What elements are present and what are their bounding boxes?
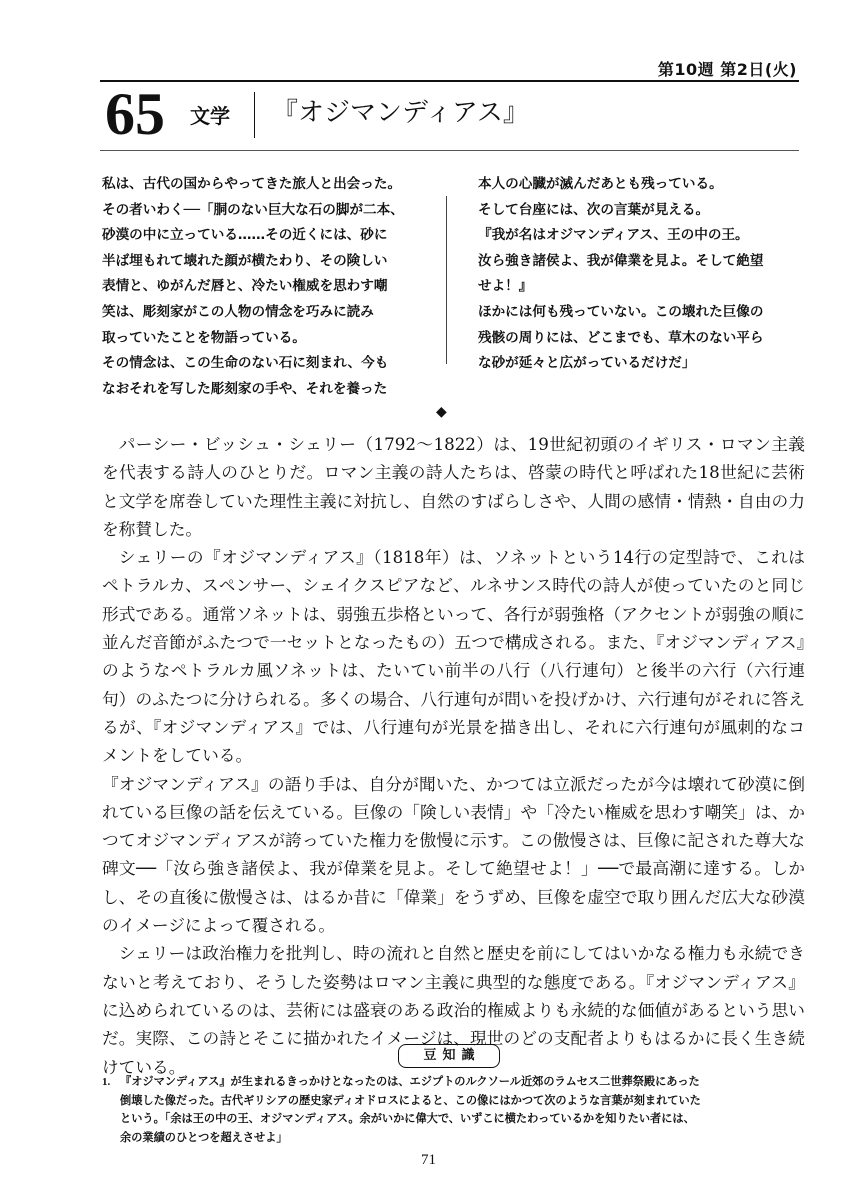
commentary-body (102, 430, 805, 1081)
poem-line: なおそれを写した彫刻家の手や、それを養った (102, 380, 388, 397)
poem-line: 汝ら強き諸侯よ、我が偉業を見よ。そして絶望 (478, 252, 764, 269)
poem-line: 砂漠の中に立っている……その近くには、砂に (102, 227, 388, 244)
poem-line: その情念は、この生命のない石に刻まれ、今も (102, 355, 389, 372)
footnote-line: 『オジマンディアス』が生まれるきっかけとなったのは、エジプトのルクソール近郊のラムセス二世葬祭殿にあった (120, 1075, 700, 1088)
footnote-line: という。「余は王の中の王、オジマンディアス。余がいかに偉大で、いずこに横たわっているかを知りたい者には、 (120, 1112, 695, 1125)
body-paragraph: シェリーは政治権力を批判し、時の流れと自然と歴史を前にしてはいかなる権力も永続できないと考えており、そうした姿勢はロマン主義に典型的な態度である。『オジマンディアス』に込められているのは、芸術には盛衰のある政治的権威よりも永続的な価値があるという思いだ。実際、この詩とそこに描かれたイメージは、現世のどの支配者よりもはるかに長く生き続けている。 (102, 943, 805, 1077)
poem-line: 『我が名はオジマンディアス、王の中の王。 (478, 227, 749, 244)
poem-line: 半ば埋もれて壊れた顔が横たわり、その険しい (102, 252, 388, 269)
header-divider (254, 92, 255, 138)
poem-line: 取っていたことを物語っている。 (102, 329, 306, 346)
section-separator-diamond: ◆ (436, 404, 447, 420)
body-paragraph: シェリーの『オジマンディアス』（1818年）は、ソネットという14行の定型詩で、これはペトラルカ、スペンサー、シェイクスピアなど、ルネサンス時代の詩人が使っていたのと同じ形式である。通常ソネットは、弱強五歩格といって、各行が弱強格（アクセントが弱強の順に並んだ音節がふたつで一セットとなったもの）五つで構成される。また、『オジマンディアス』のようなペトラルカ風ソネットは、たいてい前半の八行（八行連句）と後半の六行（六行連句）のふたつに分けられる。多くの場合、八行連句が問いを投げかけ、六行連句がそれに答えるが、『オジマンディアス』では、八行連句が光景を描き出し、それに六行連句が風刺的なコメントをしている。 (102, 547, 805, 766)
poem-column-divider (446, 196, 447, 364)
entry-title: 『オジマンディアス』 (272, 98, 529, 128)
poem-line: そして台座には、次の言葉が見える。 (478, 201, 710, 218)
poem-line: 表情と、ゆがんだ唇と、冷たい権威を思わす嘲 (102, 278, 388, 295)
poem-left-column (102, 172, 428, 402)
footnote-number: 1. (102, 1076, 111, 1088)
week-label: 第10週 第2日(火) (657, 60, 797, 79)
poem-line: せよ！』 (478, 278, 533, 295)
poem-line: 残骸の周りには、どこまでも、草木のない平ら (478, 329, 764, 346)
header-rule (100, 150, 799, 151)
top-rule (100, 80, 799, 82)
page-number: 71 (421, 1152, 436, 1168)
category-label: 文学 (190, 104, 230, 128)
entry-number: 65 (105, 81, 165, 147)
footnote-text (120, 1073, 805, 1147)
poem-right-column (478, 172, 798, 377)
trivia-heading: 豆知識 (398, 1044, 500, 1068)
body-paragraph: パーシー・ビッシュ・シェリー（1792〜1822）は、19世紀初頭のイギリス・ロマン主義を代表する詩人のひとりだ。ロマン主義の詩人たちは、啓蒙の時代と呼ばれた18世紀に芸術と文学を席巻していた理性主義に対抗し、自然のすばらしさや、人間の感情・情熱・自由の力を称賛した。 (102, 434, 805, 539)
poem-line: その者いわく──「胴のない巨大な石の脚が二本、 (102, 201, 404, 218)
poem-line: ほかには何も残っていない。この壊れた巨像の (478, 303, 764, 320)
poem-line: 笑は、彫刻家がこの人物の情念を巧みに読み (102, 303, 374, 320)
footnote-line: 倒壊した像だった。古代ギリシアの歴史家ディオドロスによると、この像にはかつて次のような言葉が刻まれていた (120, 1093, 701, 1107)
footnote-line: 余の業績のひとつを超えさせよ」 (120, 1130, 288, 1144)
poem-line: な砂が延々と広がっているだけだ」 (478, 355, 696, 372)
poem-line: 本人の心臓が滅んだあとも残っている。 (478, 176, 723, 192)
poem-line: 私は、古代の国からやってきた旅人と出会った。 (102, 176, 402, 192)
trivia-footnote (102, 1073, 805, 1147)
body-paragraph: 『オジマンディアス』の語り手は、自分が聞いた、かつては立派だったが今は壊れて砂漠に倒れている巨像の話を伝えている。巨像の「険しい表情」や「冷たい権威を思わす嘲笑」は、かつてオジマンディアスが誇っていた権力を傲慢に示す。この傲慢さは、巨像に記された尊大な碑文──「汝ら強き諸侯よ、我が偉業を見よ。そして絶望せよ！」──で最高潮に達する。しかし、その直後に傲慢さは、はるか昔に「偉業」をうずめ、巨像を虚空で取り囲んだ広大な砂漠のイメージによって覆される。 (102, 773, 805, 936)
